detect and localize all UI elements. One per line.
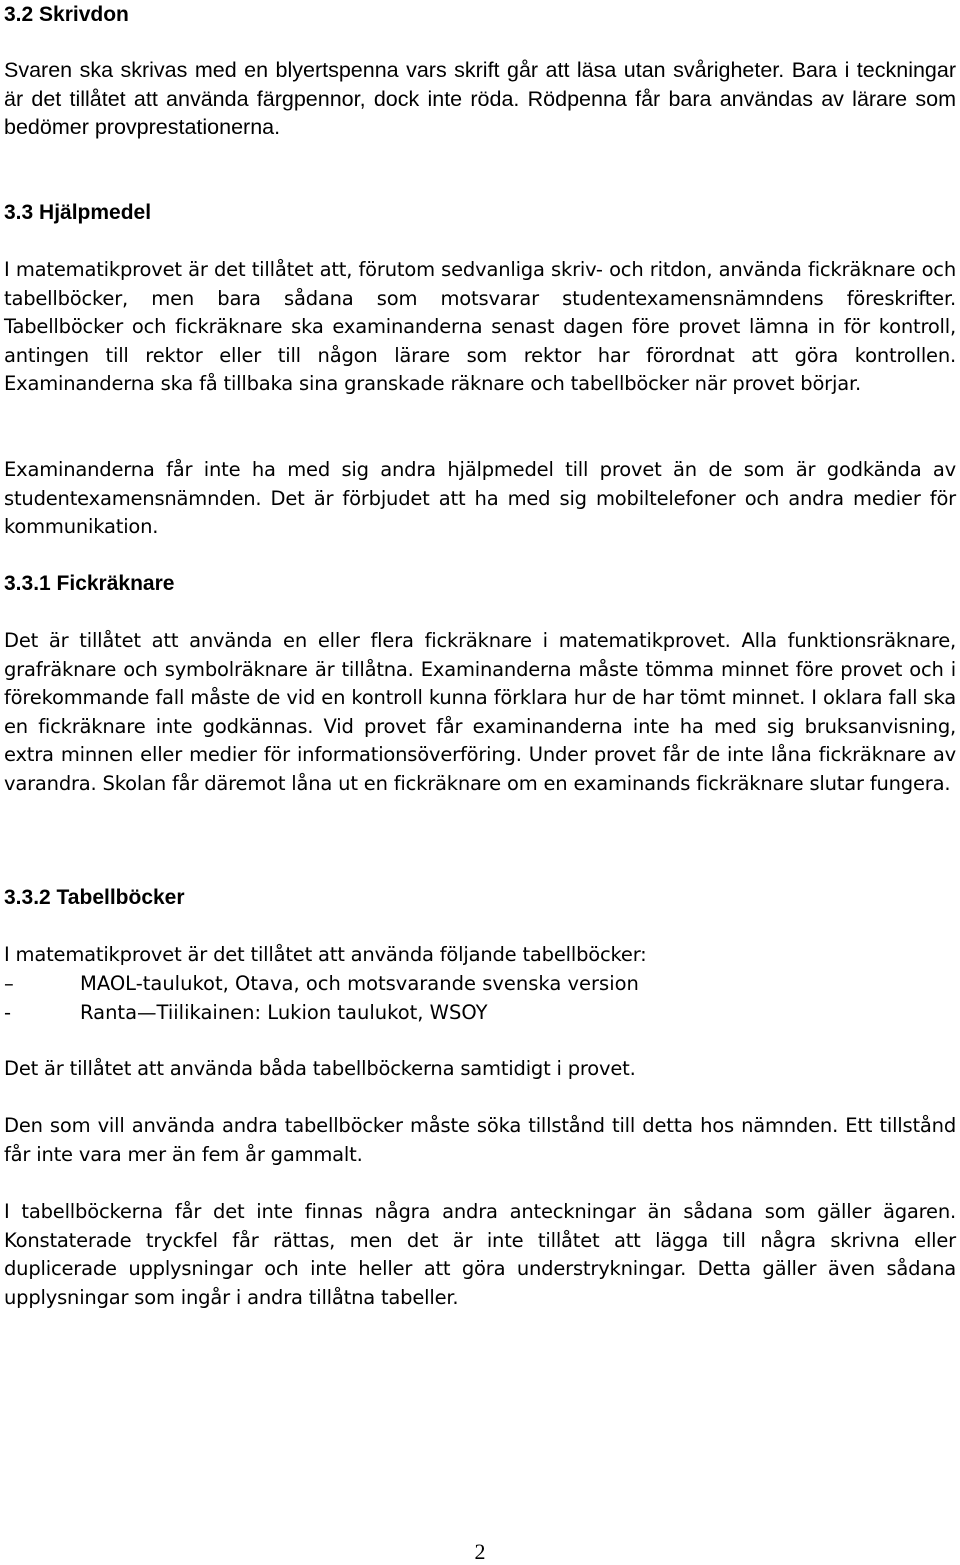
list-bullet: -: [4, 1000, 12, 1024]
paragraph-skrivdon: Svaren ska skrivas med en blyertspenna vars skrift går att läsa utan svårigheter. Bara i teckningar är det tillåtet att använda färgpennor, dock inte röda. Rödpenna får bara användas av lärare som bedömer provprestationerna.: [4, 58, 956, 139]
list-item-text: Ranta—Tiilikainen: Lukion taulukot, WSOY: [80, 1000, 488, 1024]
list-item: [4, 970, 956, 999]
list-item-text: MAOL-taulukot, Otava, och motsvarande svenska version: [80, 972, 639, 995]
section-title-fickraknare: 3.3.1 Fickräknare: [4, 572, 175, 595]
section-title-hjalpmedel: 3.3 Hjälpmedel: [4, 201, 152, 224]
section-title-skrivdon: 3.2 Skrivdon: [4, 3, 129, 26]
paragraph-tabellbocker-intro: I matematikprovet är det tillåtet att använda följande tabellböcker:: [4, 943, 647, 966]
paragraph-tabellbocker-2: Den som vill använda andra tabellböcker måste söka tillstånd till detta hos nämnden. Ett tillstånd får inte vara mer än fem år gammalt.: [4, 1114, 956, 1166]
page-number: 2: [474, 1539, 486, 1564]
list-item: [4, 999, 956, 1028]
paragraph-tabellbocker-3: I tabellböckerna får det inte finnas några andra anteckningar än sådana som gäller ägaren. Konstaterade tryckfel får rättas, men det är inte tillåtet att lägga till några skrivna eller duplicerade upplysningar och inte heller att göra understrykningar. Detta gäller även sådana upplysningar som ingår i andra tillåtna tabeller.: [4, 1200, 956, 1309]
list-bullet: –: [4, 972, 14, 995]
paragraph-fickraknare: Det är tillåtet att använda en eller flera fickräknare i matematikprovet. Alla funktionsräknare, grafräknare och symbolräknare är tillåtna. Examinanderna måste tömma minnet före provet och i förekommande fall måste de vid en kontroll kunna förklara hur de har tömt minnet. I oklara fall ska en fickräknare inte godkännas. Vid provet får examinanderna inte ha med sig bruksanvisning, extra minnen eller medier för informationsöverföring. Under provet får de inte låna fickräknare av varandra. Skolan får däremot låna ut en fickräknare om en examinands fickräknare slutar fungera.: [4, 629, 956, 795]
tabellbocker-list: [4, 970, 956, 1027]
section-title-tabellbocker: 3.3.2 Tabellböcker: [4, 886, 185, 909]
paragraph-hjalpmedel-2: Examinanderna får inte ha med sig andra hjälpmedel till provet än de som är godkända av studentexamensnämnden. Det är förbjudet att ha med sig mobiltelefoner och andra medier för kommunikation.: [4, 458, 956, 538]
paragraph-hjalpmedel-1: I matematikprovet är det tillåtet att, förutom sedvanliga skriv- och ritdon, använda fickräknare och tabellböcker, men bara sådana som motsvarar studentexamensnämndens föreskrifter. Tabellböcker och fickräknare ska examinanderna senast dagen före provet lämna in för kontroll, antingen till rektor eller till någon lärare som rektor har förordnat att göra kontrollen. Examinanderna ska få tillbaka sina granskade räknare och tabellböcker när provet börjar.: [4, 258, 956, 395]
paragraph-tabellbocker-1: Det är tillåtet att använda båda tabellböckerna samtidigt i provet.: [4, 1057, 636, 1080]
